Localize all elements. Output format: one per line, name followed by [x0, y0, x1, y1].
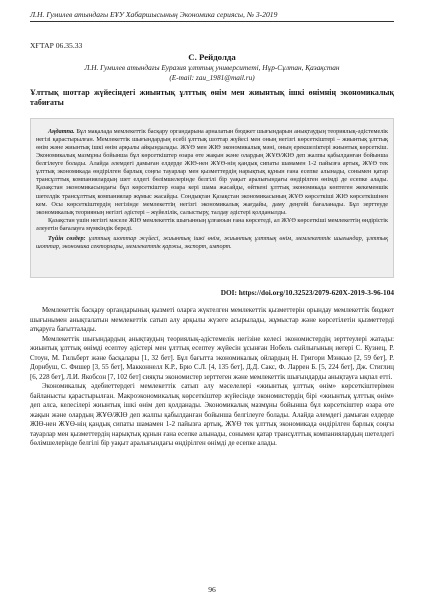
running-head: Л.Н. Гумилев атындағы ЕҰУ Хабаршысының Экономика сериясы, № 3-2019	[30, 10, 394, 22]
author-affiliation: Л.Н. Гумилев атындағы Еуразия ұлттық университеті, Нұр-Сұлтан, Қазақстан	[84, 63, 340, 72]
body-paragraph-1: Мемлекеттік басқару органдарының қызметі оларға жүктелген мемлекеттік қызметтерін орындау мемлекеттік бюджет шығынымен анықталатын мемлекеттік сатып алу арқылы жүзеге асырылады, жұмыстар және көрсетілетін қызметтерді атқаруға бағытталады.	[30, 307, 394, 334]
doi-link[interactable]: DOI: https://doi.org/10.32523/2079-620X-2019-3-96-104	[220, 288, 394, 297]
abstract-label: Аңдатпа.	[48, 128, 75, 135]
body-paragraph-2: Мемлекеттік шығындардың анықтаудың теориялық-әдістемелік негізіне келесі экономистердің зерттеулері жатады: жиынтық ұлттық өнімді есептеу әдістері мен ұлттық есептеу жүйесін ұсынған Нобель сыйлығының иегері С. Кузнец, Р. Стоун, М. Гильберт және басқалары [1, 32 бет]. Бұл бағытта экономикалық ойлардың Н. Григори Мэнкью [2, 59 бет], Р. Дорнбуш, С. Фишер [3, 55 бет], Макконнелл К.Р., Брю С.Л. [4, 135 бет], Д.Д. Сакс, Ф. Ларрен Б. [5, 224 бет], Дж. Стиглиц [6, 228 бет], Л.И. Якобсон [7, 102 бет] сияқты экономистер зерттеген және мемлекеттік шығындарды анықтауға ықпал етті.	[30, 335, 394, 381]
author-name: С. Рейдолда	[188, 52, 236, 62]
keywords-label: Түйін сөздер:	[48, 234, 86, 242]
abstract-paragraph-2: Қазақстан үшін негізгі мәселе ЖІӨ мемлекеттік шығынның ұлғаюын ғана көрсетеді, ал ЖҰӨ көрсеткіші мемлекеттің өндірістік әлеуетін бағалауға мүмкіндік береді.	[36, 216, 388, 232]
article-title: Ұлттық шоттар жүйесіндегі жиынтық ұлттық өнім мен жиынтық ішкі өнімнің экономикалық табиғаты	[30, 88, 394, 108]
author-email: (E-mail: zau_1981@mail.ru)	[169, 73, 255, 82]
udc-code: ХҒТАР 06.35.33	[30, 41, 83, 50]
abstract-paragraph	[36, 128, 388, 217]
abstract-box	[30, 118, 394, 278]
keywords-paragraph	[36, 235, 388, 251]
keywords-text: ұлттық шоттар жүйесі, жиынтық ішкі өнім, жиынтық ұлттық өнім, мемлекеттік шығындар, ұлттық шоттар, экономика секторлары, мемлекеттік қаржы, экспорт, импорт.	[36, 234, 389, 250]
article-body	[30, 306, 394, 574]
body-paragraph-3: Экономикалық әдебиеттердегі мемлекеттік сатып алу мәселелері «жиынтық ұлттық өнім» көрсеткіштерімен байланысты қарастырылған. Макроэкономикалық көрсеткіштер жүйесінде экономистердің бірі «жиынтық ұлттық өнім» деп алса, келесілері жиынтық ішкі өнім деп қолданады. Экономикалық мазмұны бойынша бұл көрсеткіштер өзара өте жақын және олардың ЖҰӨ/ЖІӨ деп жалпы қабылданған бойынша белгілеуге болады. Алайда әлемдегі дамыған елдерде ЖІӨ-нен ЖҰӨ-нің қандық сипаты шамамен 1-2 пайызға артық, ЖҰӨ тек ұлттық экономикада өндірілген барлық соңғы тауарлар мен қызметтердің нарықтық құнын ғана есепке алынады, сонымен қатар трансұлттық компаниялардың шетелдегі бөлімшелерінде белгілі бір уақыт аралығындағы өндірілген өнімді де есепке алады.	[30, 383, 394, 448]
abstract-text: Бұл мақалада мемлекеттік басқару органдарына арналатын бюджет шығындарын анықтаудың теориялық-әдістемелік негізі қарастырылған. Мемлекеттік шығындардың есебі ұлттық шоттар жүйесі мен оның негізгі көрсеткіштері – жиынтық ұлттық өнім және жиынтық ішкі өнім арқылы айқындалады. ЖҰӨ мен ЖІӨ экономикалық мәні, оның ерекшеліктері жиынтық көрсеткіш. Экономикалық мазмұны бойынша бұл көрсеткіштер өзара өте жақын және олардың ЖҰӨ/ЖІӨ деп жалпы қабылданған бойынша белгілеуге болады. Алайда әлемдегі дамыған елдерде ЖІӨ-нен ЖҰӨ-нің қандық сипаты шамамен 1-2 пайызға артық, ЖҰӨ тек ұлттық экономикада өндірілген барлық соңғы тауарлар мен қызметтердің нарықтық құнын ғана есепке алынады, сонымен қатар трансұлттық компаниялардың шет елдегі бөлімшелерінде белгілі бір уақыт аралығындағы өндірілген өнімді де есепке алады. Қазақстан экономикасындағы бұл көрсеткіштер өзара кері шама жасайды, өйткені ұлттық экономикада көптеген жекеменшік шетелдік трансұлттық компаниялар жұмыс жасайды. Сондықтан Қазақстан экономикасының ЖҰӨ көрсеткіші ЖІӨ көрсеткішінен кем. Осы көрсеткіштердің негізінде мемлекеттің негізгі экономикалық жағдайы, даму деңгейі бағаланады. Бұл зерттеуде экономикалық теорияның негізгі әдістері – жүйелілік, салыстыру, талдау әдістері қолданылды.	[36, 128, 389, 216]
page-number: 96	[208, 585, 216, 594]
